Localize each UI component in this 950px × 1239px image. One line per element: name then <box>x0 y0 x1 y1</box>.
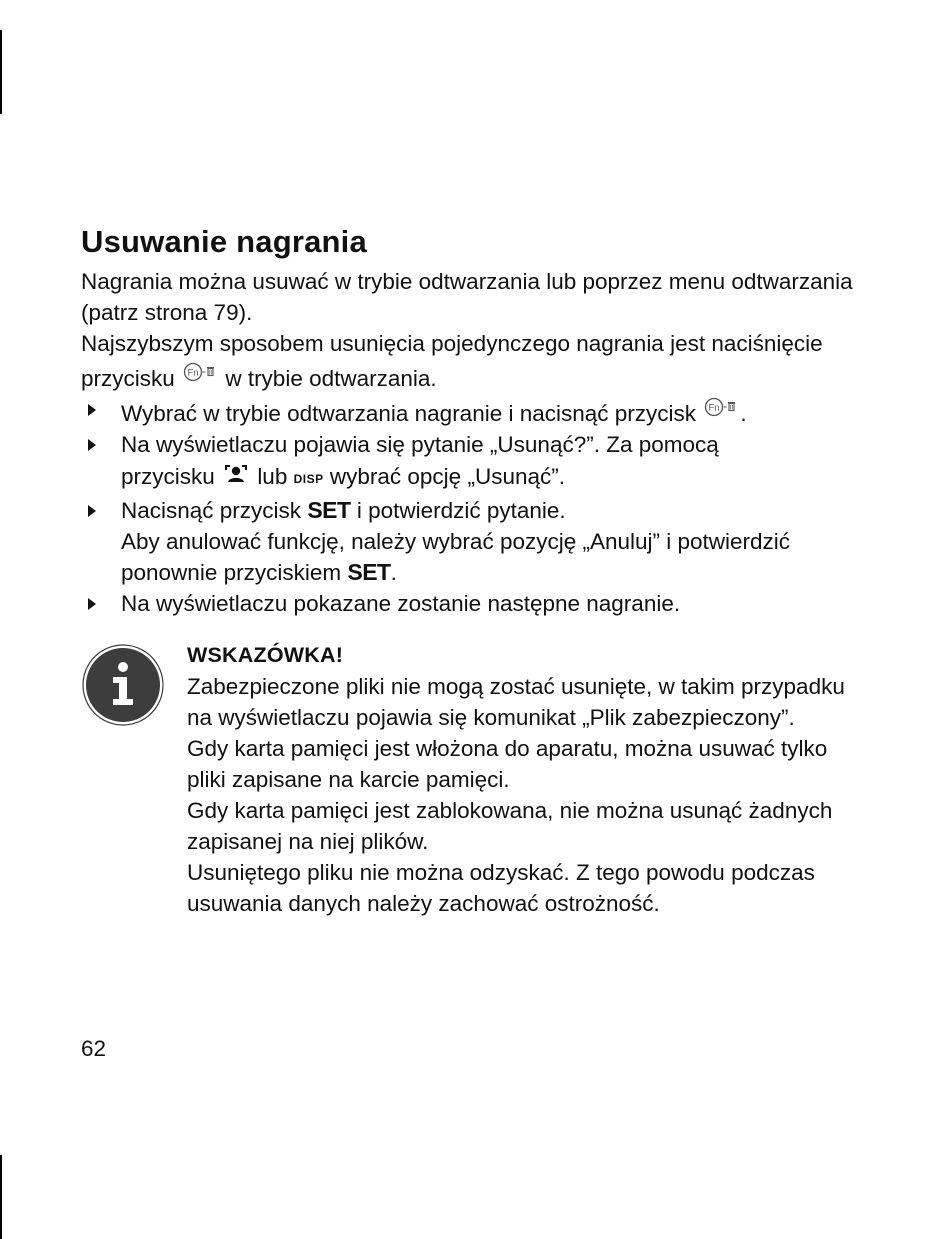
step-4 <box>81 588 871 619</box>
step-2-text-after: wybrać opcję „Usunąć”. <box>329 464 565 489</box>
disp-button-label: DISP <box>293 472 324 486</box>
svg-text:Fn: Fn <box>708 402 720 414</box>
step-1-text: Wybrać w trybie odtwarzania nagranie i nacisnąć przycisk <box>121 401 697 426</box>
note-paragraph-2: Gdy karta pamięci jest włożona do aparatu, można usuwać tylko pliki zapisane na karcie pamięci. <box>187 736 828 792</box>
svg-text:Fn: Fn <box>187 367 199 379</box>
step-2-text: Na wyświetlaczu pojawia się pytanie „Usunąć?”. Za pomocą <box>121 432 719 457</box>
page-title: Usuwanie nagrania <box>81 224 367 259</box>
step-3-text-before: Nacisnąć przycisk <box>121 498 302 523</box>
steps-list <box>81 394 871 619</box>
fn-trash-button-icon <box>183 359 217 390</box>
set-button-label: SET <box>347 559 391 585</box>
note-paragraph-3: Gdy karta pamięci jest zablokowana, nie można usunąć żadnych zapisanej na niej plików. <box>187 798 833 854</box>
page-number: 62 <box>81 1036 107 1061</box>
intro-text-after: w trybie odtwarzania. <box>225 366 437 391</box>
crop-mark-top <box>0 30 2 114</box>
intro-text-before: Najszybszym sposobem usunięcia pojedynczego nagrania jest naciśnięcie przycisku <box>81 331 823 391</box>
triangle-bullet-icon <box>88 598 96 610</box>
step-2 <box>81 429 871 495</box>
note-box <box>187 640 867 919</box>
note-paragraph-4: Usuniętego pliku nie można odzyskać. Z tego powodu podczas usuwania danych należy zachować ostrożność. <box>187 860 815 916</box>
step-1-period: . <box>740 401 747 426</box>
fn-trash-button-icon <box>704 394 738 425</box>
intro-paragraph-2 <box>81 328 871 394</box>
step-2-or: lub <box>257 464 288 489</box>
intro-paragraph-1: Nagrania można usuwać w trybie odtwarzania lub poprzez menu odtwarzania (patrz strona 79). <box>81 269 853 325</box>
step-3-cancel-text: Aby anulować funkcję, należy wybrać pozycję „Anuluj” i potwierdzić ponownie przyciskiem <box>121 529 791 585</box>
info-icon <box>82 644 164 726</box>
triangle-bullet-icon <box>88 505 96 517</box>
step-4-text: Na wyświetlaczu pokazane zostanie następne nagranie. <box>121 591 681 616</box>
triangle-bullet-icon <box>88 439 96 451</box>
note-title: WSKAZÓWKA! <box>187 643 344 667</box>
step-1 <box>81 394 871 429</box>
note-paragraph-1: Zabezpieczone pliki nie mogą zostać usunięte, w takim przypadku na wyświetlaczu pojawia się komunikat „Plik zabezpieczony”. <box>187 674 845 730</box>
step-3-text-after: i potwierdzić pytanie. <box>356 498 566 523</box>
triangle-bullet-icon <box>88 404 96 416</box>
step-3-period: . <box>390 560 397 585</box>
face-detection-icon <box>223 460 249 491</box>
set-button-label: SET <box>307 497 351 523</box>
step-2-text-before: przycisku <box>121 464 215 489</box>
step-3 <box>81 495 871 588</box>
crop-mark-bottom <box>0 1155 2 1239</box>
main-text <box>81 266 871 619</box>
